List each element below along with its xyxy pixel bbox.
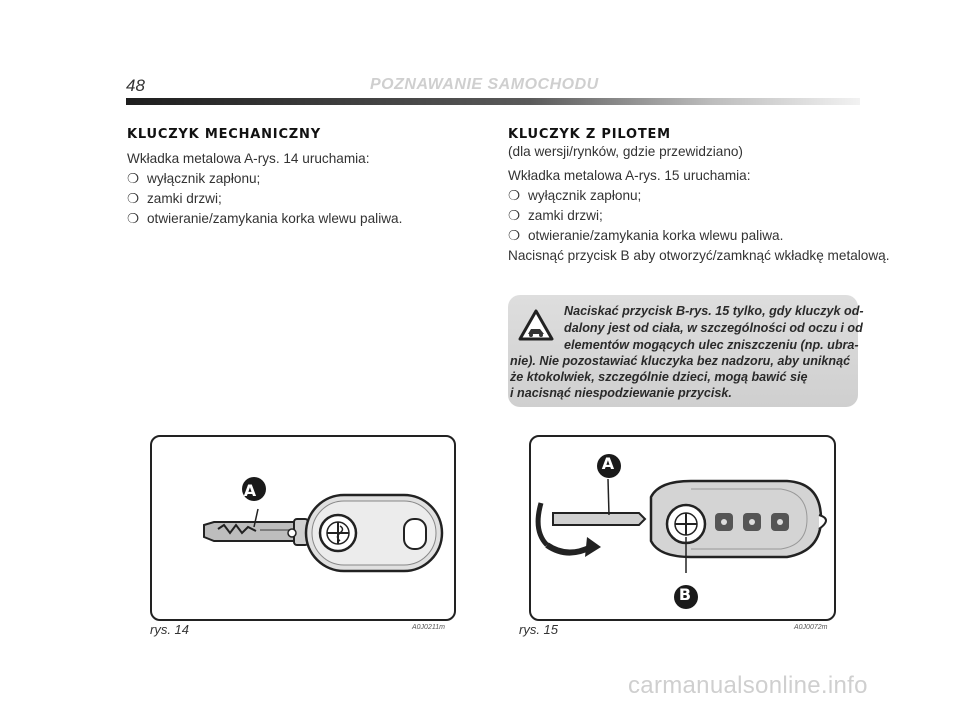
mechanical-key-illustration bbox=[152, 437, 454, 619]
label-a-fig15: A bbox=[601, 454, 615, 473]
bullet-icon: ❍ bbox=[127, 211, 140, 226]
list-item: ❍ otwieranie/zamykania korka wlewu paliwa. bbox=[508, 226, 890, 246]
figure-14-caption: rys. 14 bbox=[150, 622, 190, 637]
page-number: 48 bbox=[126, 76, 145, 95]
list-item: ❍ zamki drzwi; bbox=[508, 206, 890, 226]
left-column bbox=[127, 126, 402, 229]
warning-line: nie). Nie pozostawiać kluczyka bez nadzoru, aby uniknąć bbox=[510, 354, 851, 368]
list-item: ❍ wyłącznik zapłonu; bbox=[127, 169, 402, 189]
warning-triangle-icon bbox=[518, 309, 554, 341]
warning-line: dalony jest od ciała, w szczególności od oczu i od bbox=[564, 321, 863, 335]
warning-line: i nacisnąć niespodziewanie przycisk. bbox=[510, 386, 732, 400]
label-a-fig14: A bbox=[243, 481, 257, 500]
right-column bbox=[508, 126, 890, 266]
figure-15-code: A0J0072m bbox=[794, 624, 828, 631]
bullet-icon: ❍ bbox=[508, 208, 521, 223]
list-item: ❍ otwieranie/zamykania korka wlewu paliwa. bbox=[127, 209, 402, 229]
left-intro: Wkładka metalowa A-rys. 14 uruchamia: bbox=[127, 151, 370, 166]
watermark[interactable]: carmanualsonline.info bbox=[628, 672, 868, 699]
heading-mechanical-key: KLUCZYK MECHANICZNY bbox=[127, 127, 321, 142]
heading-remote-key: KLUCZYK Z PILOTEM bbox=[508, 127, 671, 142]
list-item: ❍ wyłącznik zapłonu; bbox=[508, 186, 890, 206]
warning-line: że ktokolwiek, szczególnie dzieci, mogą bawić się bbox=[510, 370, 808, 384]
section-title: POZNAWANIE SAMOCHODU bbox=[370, 76, 599, 93]
bullet-icon: ❍ bbox=[508, 188, 521, 203]
bullet-icon: ❍ bbox=[127, 171, 140, 186]
bullet-icon: ❍ bbox=[508, 228, 521, 243]
label-b-fig15: B bbox=[678, 585, 692, 604]
warning-line: Naciskać przycisk B-rys. 15 tylko, gdy kluczyk od- bbox=[564, 304, 864, 318]
bullet-icon: ❍ bbox=[127, 191, 140, 206]
warning-line: elementów mogących ulec zniszczeniu (np. ubra- bbox=[564, 338, 859, 352]
figure-15-caption: rys. 15 bbox=[519, 622, 559, 637]
figure-14-code: A0J0211m bbox=[412, 624, 445, 631]
figure-14-frame bbox=[150, 435, 456, 621]
header-rule bbox=[126, 98, 860, 105]
remote-key-note: Nacisnąć przycisk B aby otworzyć/zamknąć wkładkę metalową. bbox=[508, 248, 890, 263]
list-item: ❍ zamki drzwi; bbox=[127, 189, 402, 209]
remote-key-subheading: (dla wersji/rynków, gdzie przewidziano) bbox=[508, 144, 743, 159]
right-intro: Wkładka metalowa A-rys. 15 uruchamia: bbox=[508, 168, 751, 183]
